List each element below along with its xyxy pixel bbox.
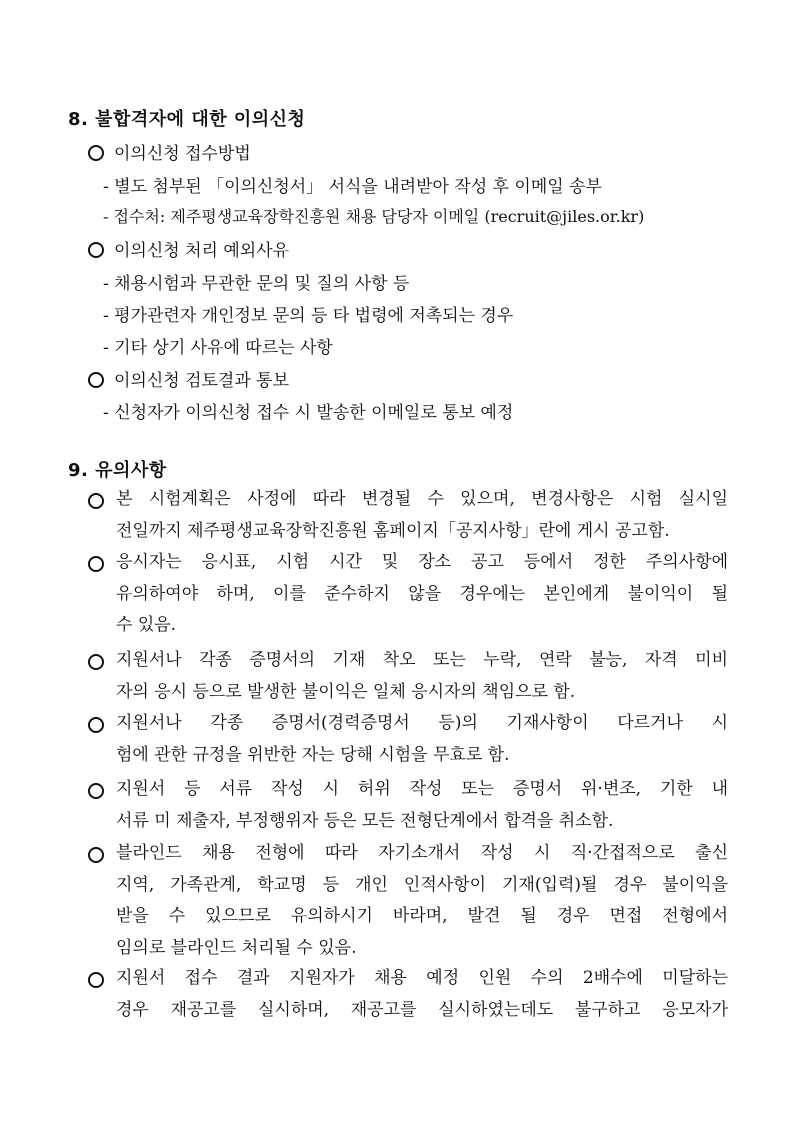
paragraph-line: 지원서 접수 결과 지원자가 채용 예정 인원 수의 2배수에 미달하는 — [116, 968, 728, 988]
circle-bullet-icon — [88, 242, 104, 258]
paragraph-line: 유의하여야 하며, 이를 준수하지 않을 경우에는 본인에게 불이익이 될 — [116, 583, 728, 604]
paragraph-line: 지원서나 각종 증명서의 기재 착오 또는 누락, 연락 불능, 자격 미비 — [116, 650, 728, 670]
circle-bullet-icon — [88, 972, 104, 988]
paragraph-line: 응시자는 응시표, 시험 시간 및 장소 공고 등에서 정한 주의사항에 — [116, 552, 728, 572]
paragraph-line: 지원서나 각종 증명서(경력증명서 등)의 기재사항이 다르거나 시 — [116, 713, 728, 733]
circle-bullet-icon — [88, 556, 104, 572]
notice-paragraph — [88, 547, 728, 643]
list-item: - 별도 첨부된 「이의신청서」 서식을 내려받아 작성 후 이메일 송부 — [103, 177, 602, 197]
list-item: - 기타 상기 사유에 따르는 사항 — [103, 338, 333, 358]
paragraph-line: 자의 응시 등으로 발생한 불이익은 일체 응시자의 책임으로 함. — [116, 681, 576, 702]
list-item: - 신청자가 이의신청 접수 시 발송한 이메일로 통보 예정 — [103, 403, 514, 423]
paragraph-line: 경우 재공고를 실시하며, 재공고를 실시하였는데도 불구하고 응모자가 — [116, 999, 728, 1020]
notice-paragraph — [88, 484, 728, 548]
bullet-objection-method — [88, 139, 251, 164]
notice-paragraph — [88, 838, 728, 966]
circle-bullet-icon — [88, 493, 104, 509]
notice-paragraph — [88, 645, 728, 709]
paragraph-line: 험에 관한 규정을 위반한 자는 당해 시험을 무효로 함. — [116, 744, 510, 765]
paragraph-line: 서류 미 제출자, 부정행위자 등은 모든 전형단계에서 합격을 취소함. — [116, 810, 614, 831]
section-8-heading: 8. 불합격자에 대한 이의신청 — [68, 109, 306, 130]
circle-bullet-icon — [88, 717, 104, 733]
bullet-title: 이의신청 접수방법 — [114, 144, 251, 164]
bullet-objection-exceptions — [88, 236, 289, 261]
paragraph-line: 지역, 가족관계, 학교명 등 개인 인적사항이 기재(입력)될 경우 불이익을 — [116, 874, 728, 895]
paragraph-line: 받을 수 있으므로 유의하시기 바라며, 발견 될 경우 면접 전형에서 — [116, 906, 728, 926]
bullet-title: 이의신청 처리 예외사유 — [114, 241, 290, 261]
paragraph-line: 수 있음. — [116, 615, 177, 635]
circle-bullet-icon — [88, 372, 104, 388]
list-item: - 채용시험과 무관한 문의 및 질의 사항 등 — [103, 274, 410, 294]
paragraph-line: 본 시험계획은 사정에 따라 변경될 수 있으며, 변경사항은 시험 실시일 — [116, 489, 728, 509]
paragraph-line: 지원서 등 서류 작성 시 허위 작성 또는 증명서 위·변조, 기한 내 — [116, 779, 728, 799]
circle-bullet-icon — [88, 145, 104, 161]
circle-bullet-icon — [88, 654, 104, 670]
notice-paragraph — [88, 708, 728, 772]
section-9-heading: 9. 유의사항 — [68, 460, 167, 481]
bullet-title: 이의신청 검토결과 통보 — [114, 371, 290, 391]
list-item: - 접수처: 제주평생교육장학진흥원 채용 담당자 이메일 (recruit@jiles.or.kr) — [103, 207, 645, 226]
circle-bullet-icon — [88, 847, 104, 863]
bullet-objection-result — [88, 366, 289, 391]
notice-paragraph — [88, 774, 728, 838]
paragraph-line: 블라인드 채용 전형에 따라 자기소개서 작성 시 직·간접적으로 출신 — [116, 843, 728, 863]
circle-bullet-icon — [88, 783, 104, 799]
list-item: - 평가관련자 개인정보 문의 등 타 법령에 저촉되는 경우 — [103, 306, 514, 326]
paragraph-line: 전일까지 제주평생교육장학진흥원 홈페이지「공지사항」란에 게시 공고함. — [116, 520, 670, 541]
paragraph-line: 임의로 블라인드 처리될 수 있음. — [116, 937, 357, 958]
notice-paragraph — [88, 963, 728, 1027]
